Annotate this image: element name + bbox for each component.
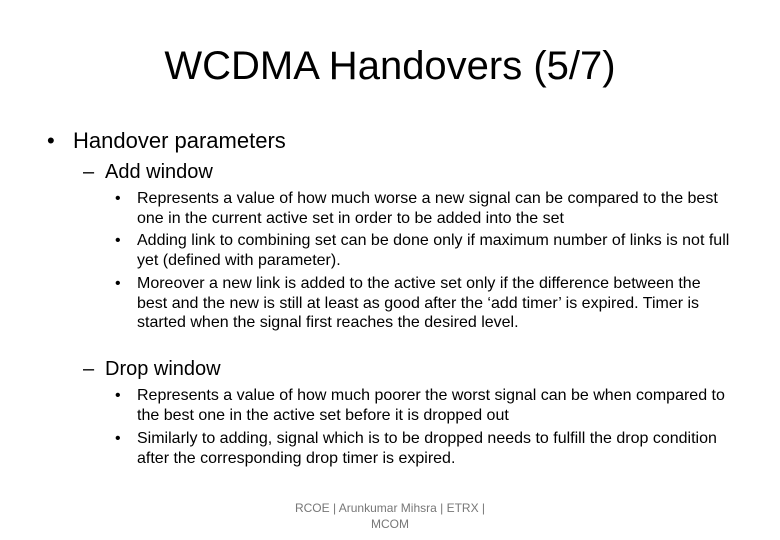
- bullet-marker: •: [115, 190, 121, 207]
- drop-window-point: [115, 429, 735, 468]
- bullet-marker: •: [115, 387, 121, 404]
- bullet-marker: •: [47, 128, 55, 153]
- add-window-point: [115, 231, 735, 270]
- point-text: Moreover a new link is added to the active set only if the difference between the best and the new is still at least as good after the ‘add timer’ is expired. Timer is started when the signal first reaches the desired level.: [137, 275, 701, 331]
- footer-course: MCOM: [371, 517, 409, 531]
- bullet-marker: •: [115, 275, 121, 292]
- point-text: Similarly to adding, signal which is to be dropped needs to fulfill the drop condition after the corresponding drop timer is expired.: [137, 430, 717, 467]
- point-text: Adding link to combining set can be done only if maximum number of links is not full yet (defined with parameter).: [137, 232, 730, 269]
- footer-credits: RCOE | Arunkumar Mihsra | ETRX |: [294, 501, 486, 515]
- slide-title: WCDMA Handovers (5/7): [164, 44, 616, 88]
- slide-footer: [0, 500, 780, 532]
- drop-window-point: [115, 386, 735, 425]
- add-window-point: [115, 274, 735, 333]
- section-heading: Handover parameters: [73, 128, 286, 153]
- dash-marker: –: [83, 358, 95, 380]
- dash-marker: –: [83, 161, 95, 183]
- bullet-marker: •: [115, 430, 121, 447]
- add-window-heading: Add window: [105, 161, 213, 183]
- drop-window-heading: Drop window: [105, 358, 221, 380]
- add-window-point: [115, 189, 735, 228]
- point-text: Represents a value of how much worse a new signal can be compared to the best one in the current active set in order to be added into the set: [137, 190, 718, 227]
- bullet-marker: •: [115, 232, 121, 249]
- point-text: Represents a value of how much poorer the worst signal can be when compared to the best one in the active set before it is dropped out: [137, 387, 725, 424]
